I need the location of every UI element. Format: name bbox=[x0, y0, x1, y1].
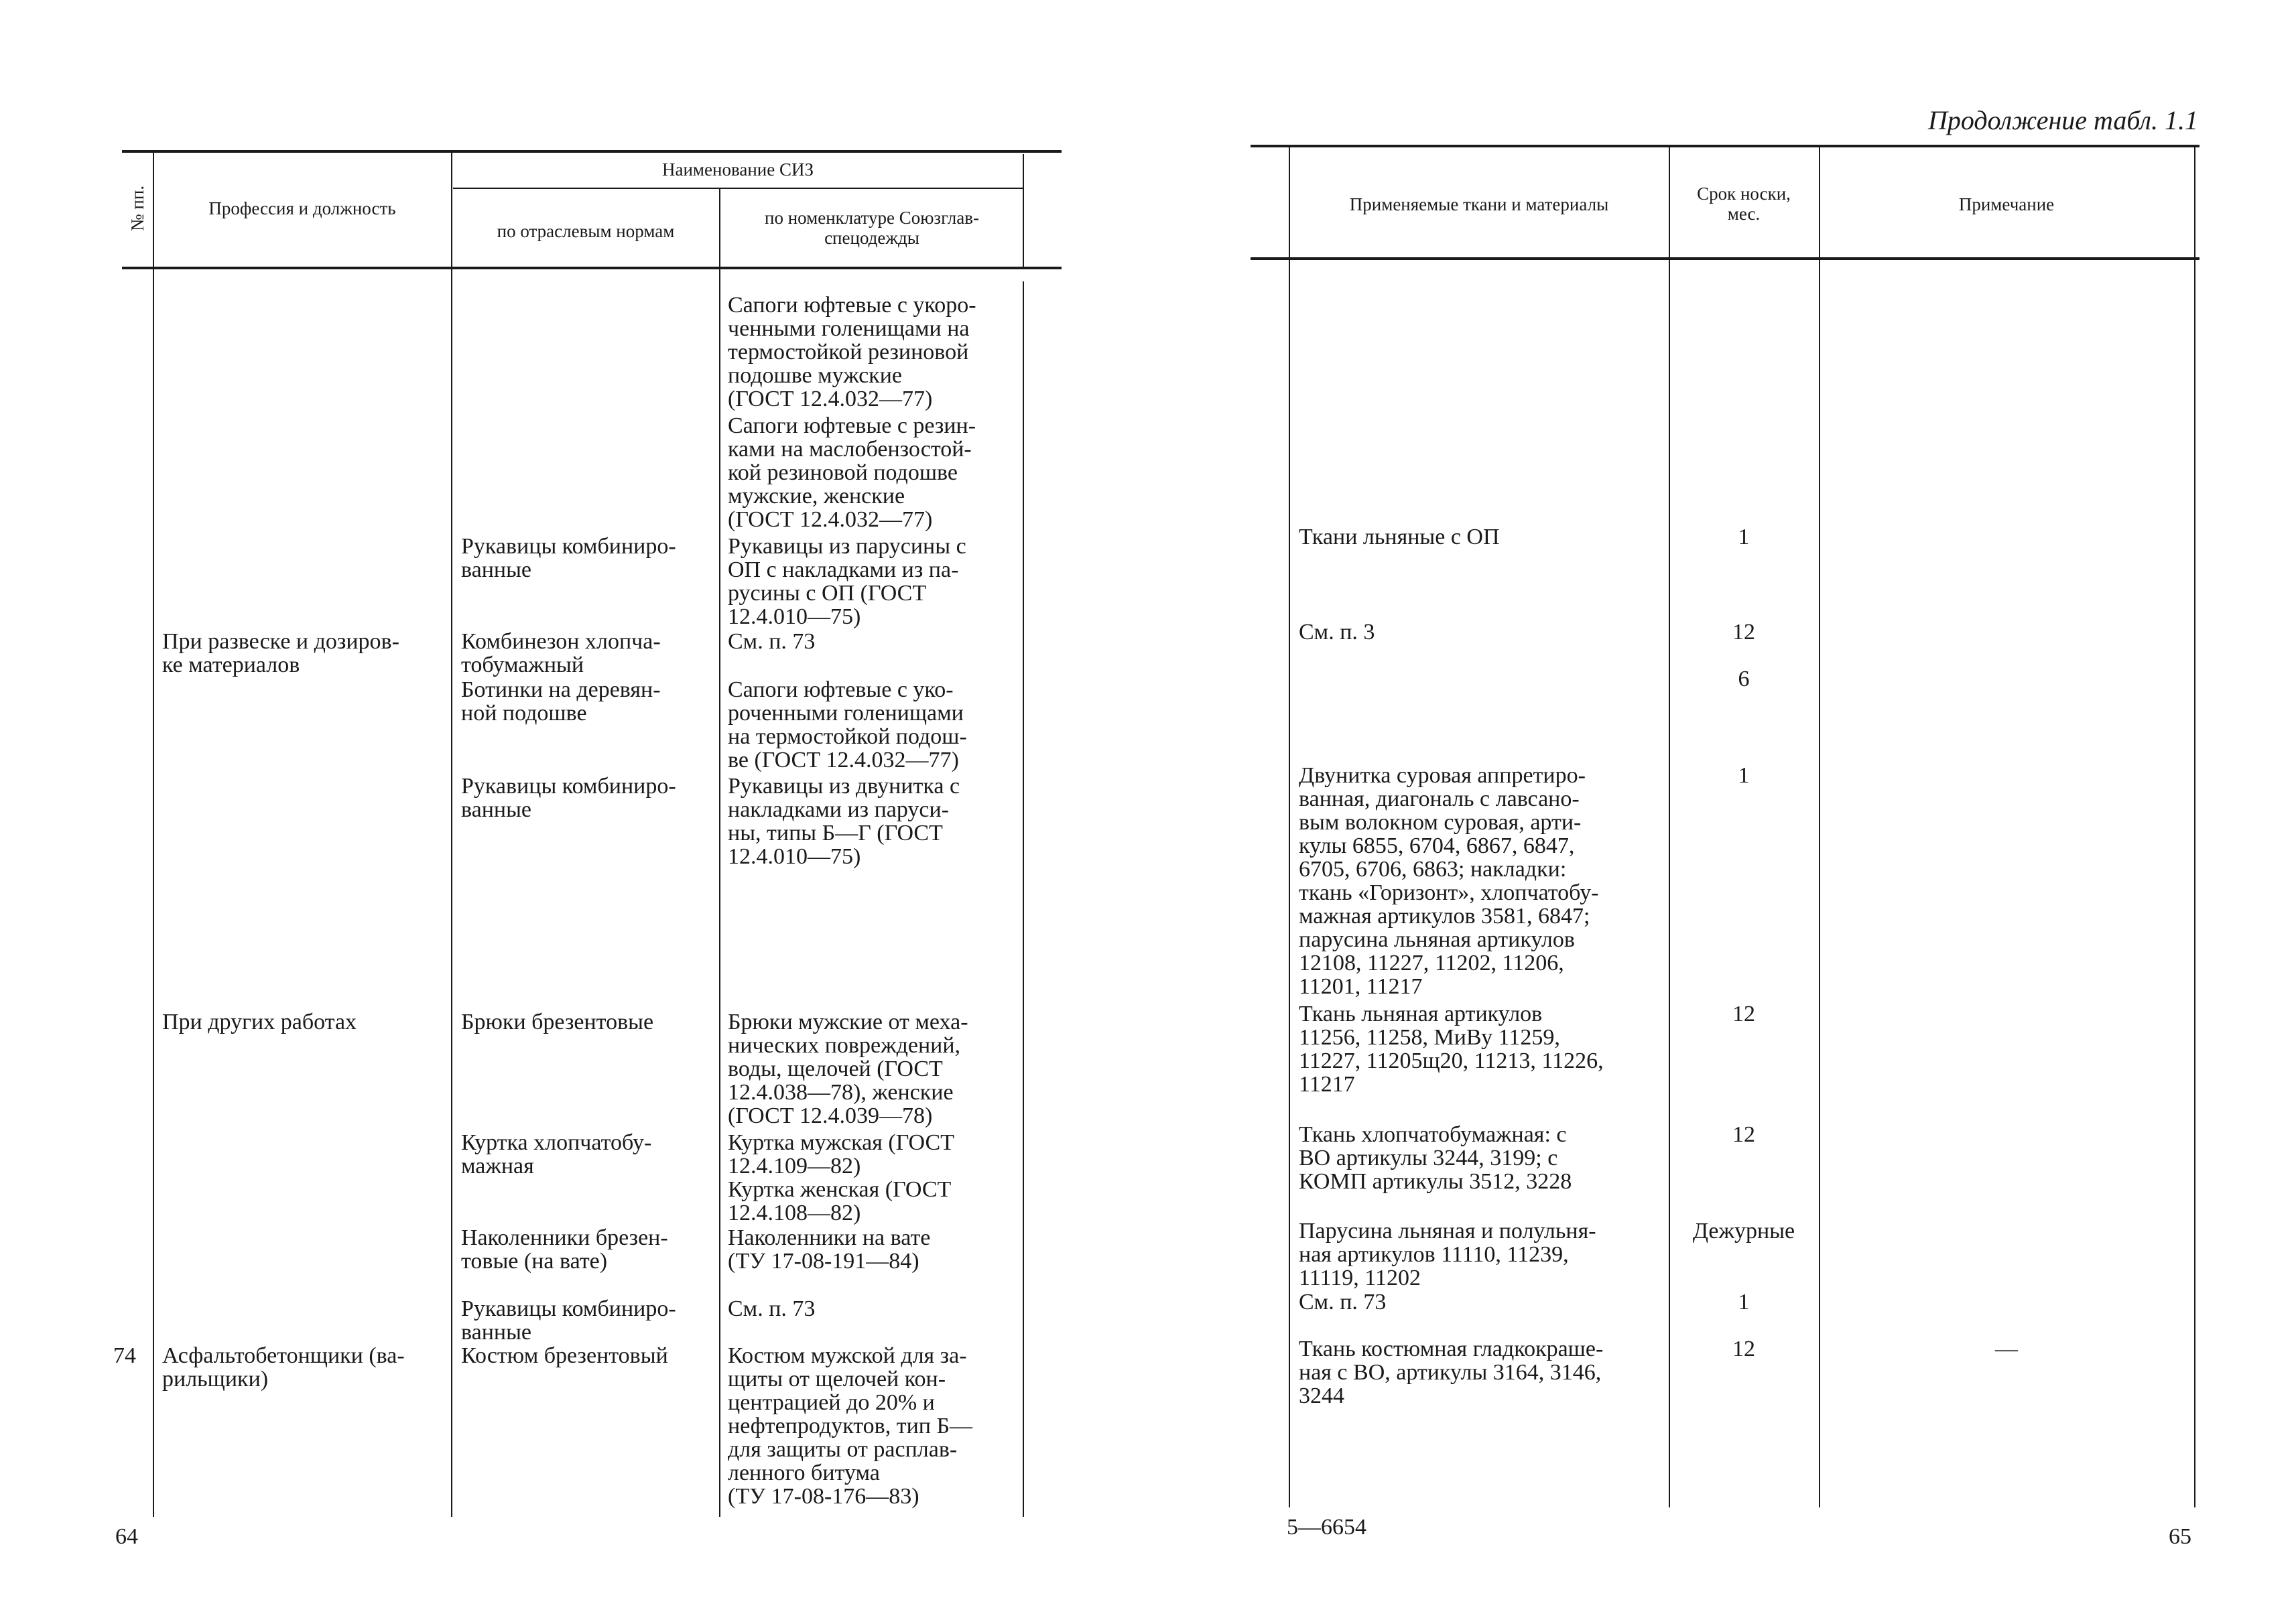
left-row-12-industry: Костюм брезентовый bbox=[461, 1343, 668, 1368]
right-row-3-term: 6 bbox=[1738, 667, 1750, 691]
left-col-rule-3 bbox=[719, 188, 720, 1517]
header-industry: по отраслевым нормам bbox=[497, 221, 675, 241]
left-row-12-num: 74 bbox=[113, 1343, 136, 1368]
right-header-top-rule bbox=[1251, 145, 2199, 147]
left-col-rule-4 bbox=[1023, 154, 1024, 268]
right-col-rule-3 bbox=[1819, 147, 1820, 1507]
left-row-5-nomenclature: Сапоги юфтевые с уко- роченными голенищами на термостойкой подош- ве (ГОСТ 12.4.032—77) bbox=[728, 677, 967, 772]
header-materials: Применяемые ткани и материалы bbox=[1349, 194, 1609, 214]
left-row-9-nomenclature: Куртка женская (ГОСТ 12.4.108—82) bbox=[728, 1177, 952, 1225]
left-row-5-industry: Ботинки на деревян- ной подошве bbox=[461, 677, 661, 726]
left-row-10-nomenclature: Наколенники на вате (ТУ 17-08-191—84) bbox=[728, 1225, 931, 1274]
left-row-4-industry: Комбинезон хлопча- тобумажный bbox=[461, 629, 661, 677]
left-col-rule-1 bbox=[153, 153, 154, 1517]
left-row-10-industry: Наколенники брезен- товые (на вате) bbox=[461, 1225, 668, 1274]
header-num: № пп. bbox=[127, 185, 147, 232]
right-col-rule-1 bbox=[1289, 147, 1290, 1507]
left-col-rule-5 bbox=[1023, 281, 1024, 1517]
left-row-2-nomenclature: Сапоги юфтевые с резин- ками на маслобензостой- кой резиновой подошве мужские, женские (ГОСТ 12.4.032—77) bbox=[728, 413, 976, 532]
left-header-bottom-rule bbox=[122, 267, 1062, 269]
left-row-12-profession: Асфальтобетонщики (ва- рильщики) bbox=[162, 1343, 405, 1392]
right-col-rule-4 bbox=[2194, 147, 2195, 1507]
left-row-7-profession: При других работах bbox=[162, 1010, 357, 1034]
right-row-4-term: 1 bbox=[1738, 763, 1750, 788]
signature-mark: 5—6654 bbox=[1287, 1515, 1366, 1540]
left-row-8-industry: Куртка хлопчатобу- мажная bbox=[461, 1130, 652, 1178]
left-col-rule-2 bbox=[451, 153, 452, 1517]
left-row-4-profession: При развеске и дозиров- ке материалов bbox=[162, 629, 399, 677]
header-siz-group: Наименование СИЗ bbox=[662, 159, 814, 180]
header-profession: Профессия и должность bbox=[208, 198, 396, 218]
left-header-top-rule bbox=[122, 150, 1062, 153]
right-row-1-materials: Ткани льняные с ОП bbox=[1299, 525, 1500, 549]
left-row-1-nomenclature: Сапоги юфтевые с укоро- ченными голенищами на термостойкой резиновой подошве мужские (ГОСТ 12.4.032—77) bbox=[728, 293, 976, 411]
left-row-4-nomenclature: См. п. 73 bbox=[728, 629, 816, 654]
left-row-11-nomenclature: См. п. 73 bbox=[728, 1296, 816, 1321]
right-row-2-materials: См. п. 3 bbox=[1299, 620, 1375, 645]
right-row-8-materials: См. п. 73 bbox=[1299, 1290, 1387, 1314]
left-row-6-nomenclature: Рукавицы из двунитка с накладками из паруси- ны, типы Б—Г (ГОСТ 12.4.010—75) bbox=[728, 774, 960, 869]
left-page-number: 64 bbox=[115, 1524, 138, 1549]
right-row-1-term: 1 bbox=[1738, 525, 1750, 549]
right-row-2-term: 12 bbox=[1732, 620, 1755, 645]
continued-caption: Продолжение табл. 1.1 bbox=[1927, 105, 2198, 135]
left-row-6-industry: Рукавицы комбиниро- ванные bbox=[461, 774, 676, 822]
left-siz-group-rule bbox=[453, 188, 1024, 189]
right-header-bottom-rule bbox=[1251, 257, 2199, 260]
header-nomenclature: по номенклатуре Союзглав- спецодежды bbox=[765, 208, 979, 248]
right-row-8-term: 1 bbox=[1738, 1290, 1750, 1314]
header-note: Примечание bbox=[1958, 194, 2055, 214]
right-row-5-materials: Ткань льняная артикулов 11256, 11258, МиВу 11259, 11227, 11205щ20, 11213, 11226, 11217 bbox=[1299, 1002, 1604, 1097]
left-row-3-nomenclature: Рукавицы из парусины с ОП с накладками из па- русины с ОП (ГОСТ 12.4.010—75) bbox=[728, 534, 966, 629]
left-row-12-nomenclature: Костюм мужской для за- щиты от щелочей кон- центрацией до 20% и нефтепродуктов, тип Б— для защиты от расплав- ленного битума (ТУ 17-08-176—83) bbox=[728, 1343, 973, 1509]
right-row-5-term: 12 bbox=[1732, 1002, 1755, 1026]
right-row-9-note: — bbox=[1995, 1337, 2018, 1361]
header-term: Срок носки, мес. bbox=[1697, 184, 1791, 224]
left-row-7-nomenclature: Брюки мужские от меха- нических повреждений, воды, щелочей (ГОСТ 12.4.038—78), женские (ГОСТ 12.4.039—78) bbox=[728, 1010, 968, 1128]
right-row-7-term: Дежурные bbox=[1692, 1219, 1795, 1243]
right-row-9-materials: Ткань костюмная гладкокраше- ная с ВО, артикулы 3164, 3146, 3244 bbox=[1299, 1337, 1604, 1408]
left-row-3-industry: Рукавицы комбиниро- ванные bbox=[461, 534, 676, 582]
left-row-8-nomenclature: Куртка мужская (ГОСТ 12.4.109—82) bbox=[728, 1130, 954, 1178]
right-row-6-term: 12 bbox=[1732, 1122, 1755, 1147]
right-row-4-materials: Двунитка суровая аппретиро- ванная, диагональ с лавсано- вым волокном суровая, арти- кулы 6855, 6704, 6867, 6847, 6705, 6706, 6863; накладки: ткань «Горизонт», хлопчатобу- мажная артикулов 3581, 6847; парусина льняная артикулов 12108, 11227, 11202, 11206, 11201, 11217 bbox=[1299, 763, 1599, 999]
right-row-9-term: 12 bbox=[1732, 1337, 1755, 1361]
left-row-11-industry: Рукавицы комбиниро- ванные bbox=[461, 1296, 676, 1345]
right-row-7-materials: Парусина льняная и полульня- ная артикулов 11110, 11239, 11119, 11202 bbox=[1299, 1219, 1596, 1290]
right-page-number: 65 bbox=[2169, 1524, 2191, 1549]
left-row-7-industry: Брюки брезентовые bbox=[461, 1010, 654, 1034]
right-row-6-materials: Ткань хлопчатобумажная: с ВО артикулы 3244, 3199; с КОМП артикулы 3512, 3228 bbox=[1299, 1122, 1572, 1194]
